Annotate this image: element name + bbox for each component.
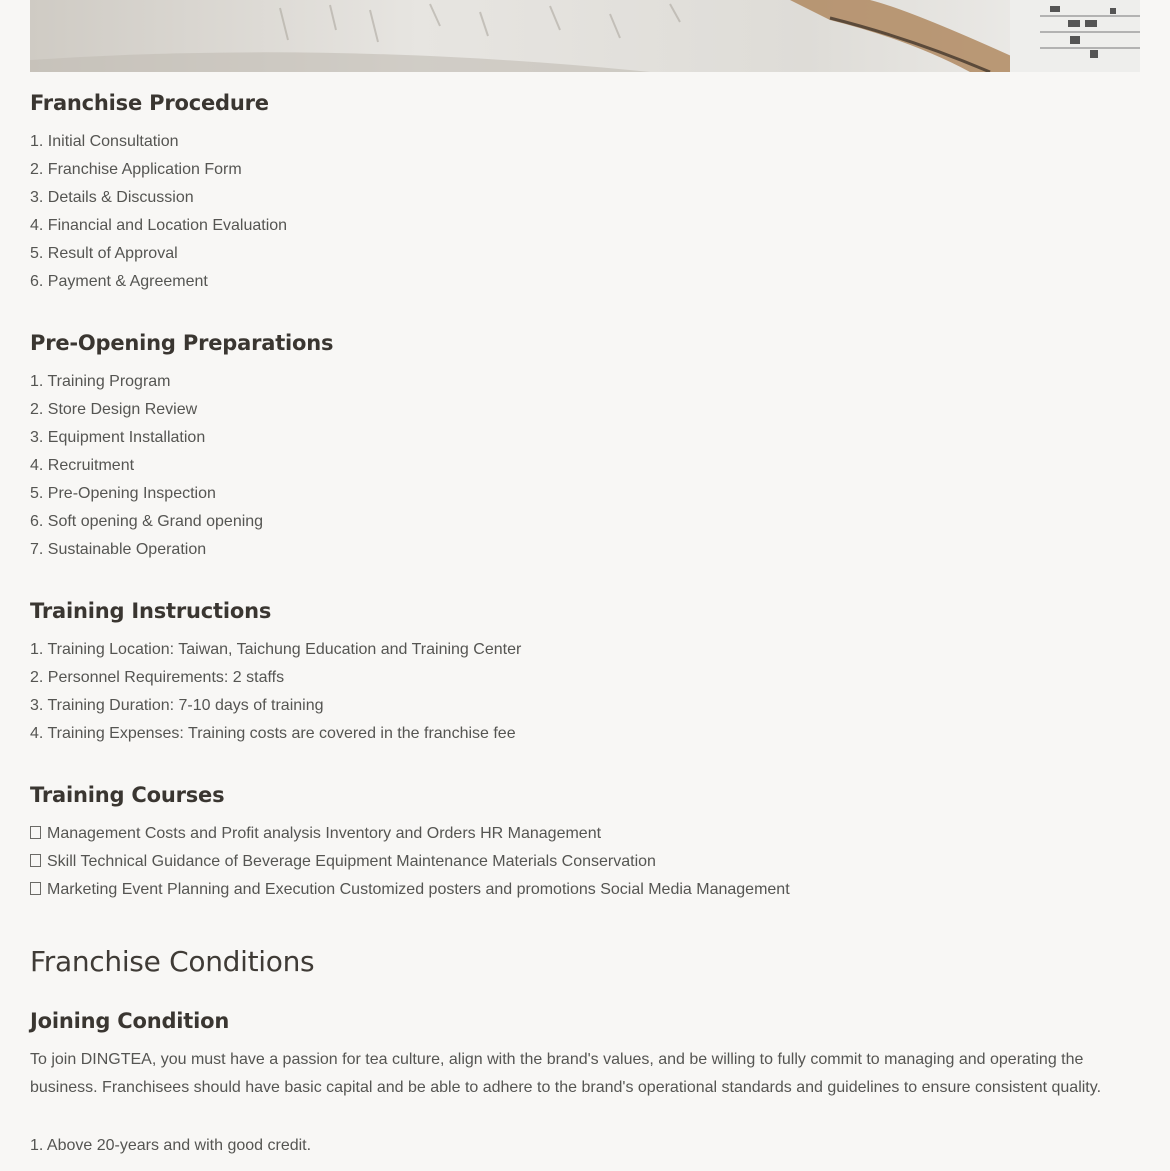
list-item: 2. Personnel Requirements: 2 staffs [30, 669, 285, 686]
course-label: Management Costs and Profit analysis Inventory and Orders HR Management [47, 825, 602, 842]
joining-condition-list [30, 1132, 1140, 1160]
list-item: 2. Franchise Application Form [30, 161, 242, 178]
document-photo-illustration [30, 0, 1140, 72]
list-item: 1. Training Program [30, 373, 171, 390]
list-item: 4. Training Expenses: Training costs are covered in the franchise fee [30, 725, 516, 742]
list-item: 3. Equipment Installation [30, 429, 206, 446]
joining-condition-heading: Joining Condition [30, 1009, 230, 1033]
list-item: 2. Store Design Review [30, 401, 198, 418]
list-item [30, 820, 1140, 848]
list-item [30, 848, 1140, 876]
list-item: 4. Financial and Location Evaluation [30, 217, 288, 234]
list-item: 5. Pre-Opening Inspection [30, 485, 216, 502]
franchise-procedure-heading: Franchise Procedure [30, 91, 269, 115]
training-courses-list [30, 820, 1140, 904]
pre-opening-heading: Pre-Opening Preparations [30, 331, 334, 355]
pre-opening-list [30, 368, 1140, 564]
list-item: 6. Payment & Agreement [30, 273, 208, 290]
checkbox-glyph-icon [30, 826, 41, 839]
training-instructions-list [30, 636, 1140, 748]
course-label: Marketing Event Planning and Execution Customized posters and promotions Social Media Management [47, 881, 790, 898]
franchise-procedure-list [30, 128, 1140, 296]
training-courses-section [30, 778, 1140, 904]
franchise-content [30, 86, 1140, 1160]
training-courses-heading: Training Courses [30, 783, 225, 807]
list-item: 3. Details & Discussion [30, 189, 194, 206]
list-item: 6. Soft opening & Grand opening [30, 513, 264, 530]
list-item: 4. Recruitment [30, 457, 135, 474]
franchise-procedure-section [30, 86, 1140, 296]
course-label: Skill Technical Guidance of Beverage Equipment Maintenance Materials Conservation [47, 853, 656, 870]
checkbox-glyph-icon [30, 854, 41, 867]
list-item: 1. Above 20-years and with good credit. [30, 1137, 312, 1154]
list-item: 1. Training Location: Taiwan, Taichung Education and Training Center [30, 641, 522, 658]
list-item: 7. Sustainable Operation [30, 541, 207, 558]
list-item: 5. Result of Approval [30, 245, 178, 262]
hero-banner-image [30, 0, 1140, 72]
joining-condition-paragraph: To join DINGTEA, you must have a passion for tea culture, align with the brand's values, and be willing to fully commit to managing and operating the business. Franchisees should have basic capital and be able to adhere to the brand's operational standards and guidelines to ensure consistent quality. [30, 1051, 1102, 1096]
training-instructions-heading: Training Instructions [30, 599, 272, 623]
franchise-conditions-heading: Franchise Conditions [30, 945, 315, 978]
list-item: 3. Training Duration: 7-10 days of training [30, 697, 324, 714]
checkbox-glyph-icon [30, 882, 41, 895]
joining-condition-section [30, 1004, 1140, 1160]
training-instructions-section [30, 594, 1140, 748]
list-item: 1. Initial Consultation [30, 133, 179, 150]
pre-opening-section [30, 326, 1140, 564]
list-item [30, 876, 1140, 904]
